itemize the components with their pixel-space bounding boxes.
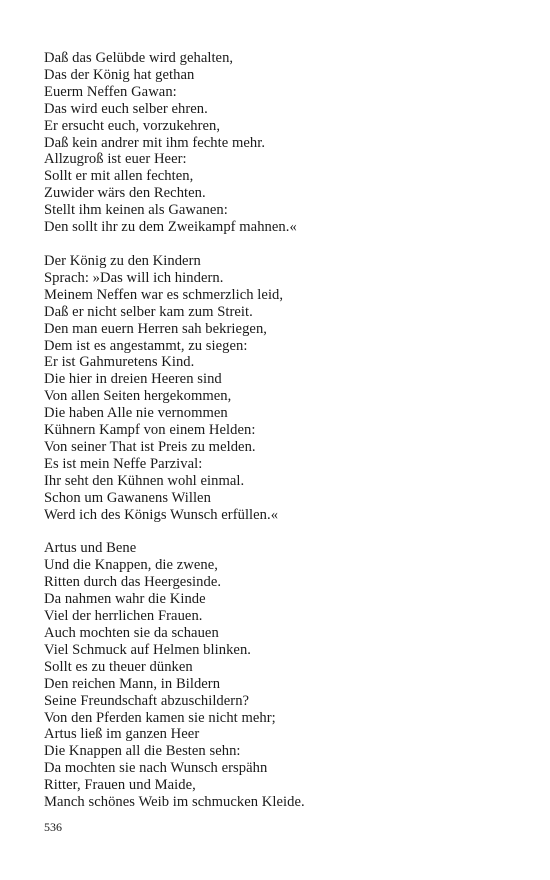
verse-line: Allzugroß ist euer Heer: [44,151,187,168]
page-number: 536 [44,820,62,834]
verse-line: Seine Freundschaft abzuschildern? [44,692,250,709]
verse-line: Daß er nicht selber kam zum Streit. [44,303,253,320]
verse-line: Er ersucht euch, vorzukehren, [44,117,221,134]
verse-line: Euerm Neffen Gawan: [44,83,177,100]
verse-line: Schon um Gawanens Willen [44,489,211,506]
verse-line: Auch mochten sie da schauen [44,625,219,641]
verse-line: Von allen Seiten hergekommen, [44,388,232,405]
verse-line: Er ist Gahmuretens Kind. [44,354,195,371]
verse-line: Manch schönes Weib im schmucken Kleide. [44,794,305,811]
verse-line: Den reichen Mann, in Bildern [44,675,221,692]
verse-line: Werd ich des Königs Wunsch erfüllen.« [44,506,279,523]
verse-line: Daß das Gelübde wird gehalten, [44,50,234,66]
stanza [44,253,524,524]
verse-line: Ihr seht den Kühnen wohl einmal. [44,472,245,489]
verse-line: Da mochten sie nach Wunsch erspähn [44,760,268,777]
verse-line: Ritter, Frauen und Maide, [44,777,196,794]
verse-line: Dem ist es angestammt, zu siegen: [44,337,248,354]
verse-line: Meinem Neffen war es schmerzlich leid, [44,286,284,303]
verse-line: Ritten durch das Heergesinde. [44,574,222,591]
verse-line: Daß kein andrer mit ihm fechte mehr. [44,134,266,151]
verse-line: Von seiner That ist Preis zu melden. [44,438,256,455]
verse-line: Viel der herrlichen Frauen. [44,608,203,625]
verse-line: Sollt es zu theuer dünken [44,658,193,675]
verse-line: Das wird euch selber ehren. [44,100,208,117]
verse-line: Die hier in dreien Heeren sind [44,371,222,388]
verse-line: Und die Knappen, die zwene, [44,557,218,574]
verse-line: Es ist mein Neffe Parzival: [44,455,203,472]
verse-line: Artus ließ im ganzen Heer [44,726,200,743]
verse-line: Das der König hat gethan [44,66,195,83]
verse-line: Sprach: »Das will ich hindern. [44,269,224,286]
verse-line: Den man euern Herren sah bekriegen, [44,320,267,337]
verse-line: Artus und Bene [44,540,137,557]
verse-line: Den sollt ihr zu dem Zweikampf mahnen.« [44,219,297,236]
stanza [44,50,524,236]
verse-line: Stellt ihm keinen als Gawanen: [44,202,228,219]
verse-line: Von den Pferden kamen sie nicht mehr; [44,709,276,726]
verse-line: Die haben Alle nie vernommen [44,405,228,422]
verse-line: Der König zu den Kindern [44,252,201,269]
verse-line: Da nahmen wahr die Kinde [44,591,206,608]
verse-line: Sollt er mit allen fechten, [44,168,194,185]
verse-line: Kühnern Kampf von einem Helden: [44,422,256,439]
verse-line: Viel Schmuck auf Helmen blinken. [44,641,252,658]
poem-text [44,50,524,828]
stanza [44,540,524,811]
verse-line: Zuwider wärs den Rechten. [44,185,206,202]
verse-line: Die Knappen all die Besten sehn: [44,743,241,760]
